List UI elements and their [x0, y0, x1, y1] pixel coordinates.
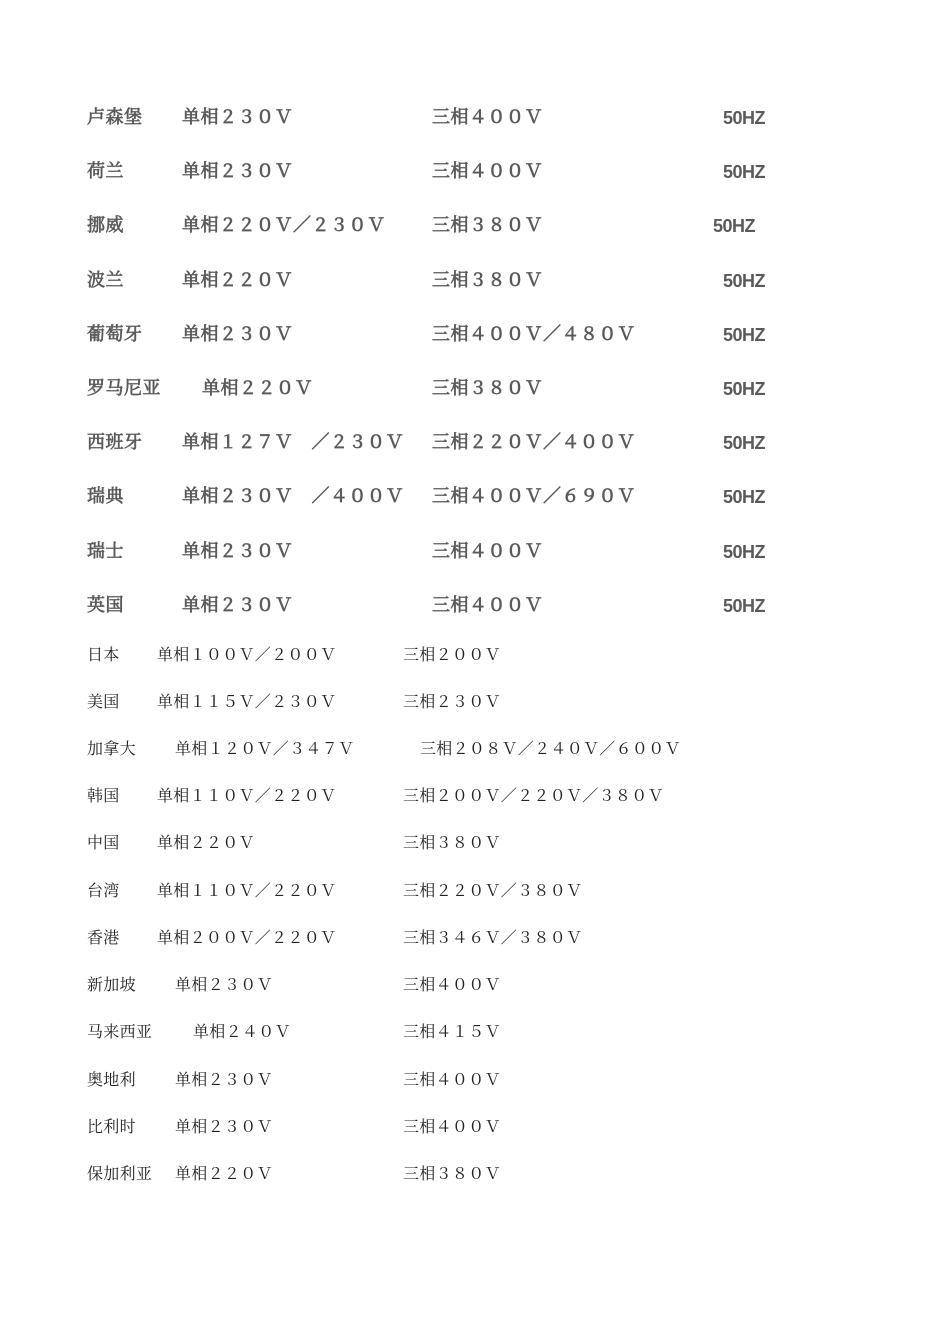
three-phase-voltage: 三相４００Ｖ: [403, 1070, 501, 1089]
single-phase-voltage: 单相２３０Ｖ ／４００Ｖ: [182, 486, 404, 507]
frequency: 50HZ: [723, 596, 766, 616]
country-name: 波兰: [87, 270, 124, 291]
single-phase-voltage: 单相１１０Ｖ／２２０Ｖ: [157, 786, 337, 805]
frequency: 50HZ: [713, 216, 756, 236]
single-phase-voltage: 单相１２０Ｖ／３４７Ｖ: [175, 739, 355, 758]
voltage-row: [0, 482, 950, 512]
three-phase-voltage: 三相４００Ｖ: [432, 107, 543, 128]
voltage-row: [0, 1159, 950, 1189]
voltage-row: [0, 157, 950, 187]
country-name: 奥地利: [87, 1070, 136, 1089]
country-name: 中国: [87, 833, 120, 852]
country-name: 马来西亚: [87, 1022, 153, 1041]
country-name: 日本: [87, 645, 120, 664]
three-phase-voltage: 三相２３０Ｖ: [403, 692, 501, 711]
frequency: 50HZ: [723, 271, 766, 291]
country-name: 美国: [87, 692, 120, 711]
voltage-row: [0, 923, 950, 953]
three-phase-voltage: 三相２００Ｖ／２２０Ｖ／３８０Ｖ: [403, 786, 664, 805]
single-phase-voltage: 单相２３０Ｖ: [182, 541, 293, 562]
voltage-row: [0, 687, 950, 717]
three-phase-voltage: 三相４００Ｖ: [432, 541, 543, 562]
voltage-row: [0, 374, 950, 404]
three-phase-voltage: 三相３８０Ｖ: [403, 833, 501, 852]
frequency: 50HZ: [723, 487, 766, 507]
voltage-row: [0, 428, 950, 458]
country-name: 台湾: [87, 881, 120, 900]
voltage-row: [0, 970, 950, 1000]
three-phase-voltage: 三相２２０Ｖ／３８０Ｖ: [403, 881, 583, 900]
three-phase-voltage: 三相４００Ｖ: [403, 1117, 501, 1136]
voltage-row: [0, 781, 950, 811]
country-name: 卢森堡: [87, 107, 143, 128]
frequency: 50HZ: [723, 542, 766, 562]
single-phase-voltage: 单相２２０Ｖ: [157, 833, 255, 852]
voltage-row: [0, 640, 950, 670]
voltage-row: [0, 211, 950, 241]
three-phase-voltage: 三相３８０Ｖ: [432, 215, 543, 236]
frequency: 50HZ: [723, 108, 766, 128]
single-phase-voltage: 单相２２０Ｖ: [182, 270, 293, 291]
voltage-row: [0, 266, 950, 296]
voltage-row: [0, 876, 950, 906]
three-phase-voltage: 三相４１５Ｖ: [403, 1022, 501, 1041]
voltage-row: [0, 320, 950, 350]
frequency: 50HZ: [723, 325, 766, 345]
three-phase-voltage: 三相２００Ｖ: [403, 645, 501, 664]
voltage-row: [0, 1065, 950, 1095]
three-phase-voltage: 三相４００Ｖ: [403, 975, 501, 994]
frequency: 50HZ: [723, 379, 766, 399]
three-phase-voltage: 三相４００Ｖ／６９０Ｖ: [432, 486, 636, 507]
single-phase-voltage: 单相２３０Ｖ: [175, 1070, 273, 1089]
country-name: 韩国: [87, 786, 120, 805]
country-name: 荷兰: [87, 161, 124, 182]
country-name: 瑞典: [87, 486, 124, 507]
country-name: 比利时: [87, 1117, 136, 1136]
country-name: 挪威: [87, 215, 124, 236]
three-phase-voltage: 三相３８０Ｖ: [432, 270, 543, 291]
three-phase-voltage: 三相４００Ｖ／４８０Ｖ: [432, 324, 636, 345]
voltage-row: [0, 591, 950, 621]
country-name: 西班牙: [87, 432, 143, 453]
country-name: 罗马尼亚: [87, 378, 161, 399]
country-name: 加拿大: [87, 739, 136, 758]
voltage-row: [0, 103, 950, 133]
three-phase-voltage: 三相４００Ｖ: [432, 161, 543, 182]
three-phase-voltage: 三相３８０Ｖ: [403, 1164, 501, 1183]
three-phase-voltage: 三相３４６Ｖ／３８０Ｖ: [403, 928, 583, 947]
single-phase-voltage: 单相２２０Ｖ／２３０Ｖ: [182, 215, 386, 236]
country-name: 保加利亚: [87, 1164, 153, 1183]
single-phase-voltage: 单相２３０Ｖ: [182, 161, 293, 182]
single-phase-voltage: 单相１２７Ｖ ／２３０Ｖ: [182, 432, 404, 453]
single-phase-voltage: 单相２００Ｖ／２２０Ｖ: [157, 928, 337, 947]
country-name: 瑞士: [87, 541, 124, 562]
country-name: 新加坡: [87, 975, 136, 994]
single-phase-voltage: 单相２３０Ｖ: [182, 595, 293, 616]
three-phase-voltage: 三相２０８Ｖ／２４０Ｖ／６００Ｖ: [420, 739, 681, 758]
frequency: 50HZ: [723, 162, 766, 182]
voltage-row: [0, 1017, 950, 1047]
single-phase-voltage: 单相２３０Ｖ: [175, 1117, 273, 1136]
single-phase-voltage: 单相１１５Ｖ／２３０Ｖ: [157, 692, 337, 711]
single-phase-voltage: 单相２４０Ｖ: [193, 1022, 291, 1041]
three-phase-voltage: 三相３８０Ｖ: [432, 378, 543, 399]
voltage-row: [0, 1112, 950, 1142]
voltage-row: [0, 537, 950, 567]
three-phase-voltage: 三相２２０Ｖ／４００Ｖ: [432, 432, 636, 453]
country-name: 香港: [87, 928, 120, 947]
voltage-row: [0, 734, 950, 764]
single-phase-voltage: 单相２２０Ｖ: [175, 1164, 273, 1183]
country-name: 英国: [87, 595, 124, 616]
single-phase-voltage: 单相２２０Ｖ: [202, 378, 313, 399]
frequency: 50HZ: [723, 433, 766, 453]
voltage-row: [0, 828, 950, 858]
single-phase-voltage: 单相１１０Ｖ／２２０Ｖ: [157, 881, 337, 900]
single-phase-voltage: 单相１００Ｖ／２００Ｖ: [157, 645, 337, 664]
country-name: 葡萄牙: [87, 324, 143, 345]
single-phase-voltage: 单相２３０Ｖ: [182, 324, 293, 345]
three-phase-voltage: 三相４００Ｖ: [432, 595, 543, 616]
single-phase-voltage: 单相２３０Ｖ: [182, 107, 293, 128]
single-phase-voltage: 单相２３０Ｖ: [175, 975, 273, 994]
